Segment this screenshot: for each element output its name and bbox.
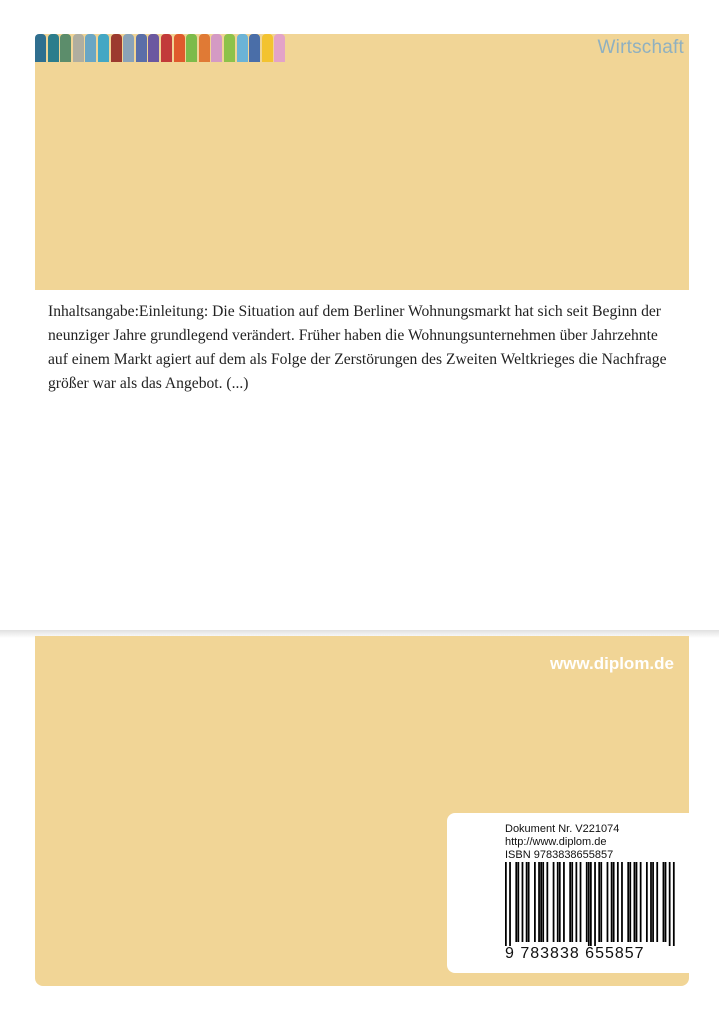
barcode-bar (571, 862, 573, 942)
top-color-panel (35, 34, 689, 290)
barcode-bar (611, 862, 613, 942)
barcode-bar (590, 862, 592, 946)
color-tab (224, 34, 235, 62)
barcode-bar (652, 862, 654, 942)
barcode-bar (600, 862, 602, 942)
color-tab (73, 34, 84, 62)
barcode-bar (580, 862, 582, 942)
barcode-bar (617, 862, 619, 942)
barcode-bar (594, 862, 596, 946)
barcode-bar (663, 862, 665, 942)
color-tab (111, 34, 122, 62)
barcode-image (505, 862, 675, 946)
barcode-bar (546, 862, 548, 942)
color-tab (136, 34, 147, 62)
barcode-bar (569, 862, 571, 942)
color-tab (48, 34, 59, 62)
barcode-bar (669, 862, 671, 946)
color-tab (237, 34, 248, 62)
color-tab (199, 34, 210, 62)
abstract-text: Inhaltsangabe:Einleitung: Die Situation auf dem Berliner Wohnungsmarkt hat sich seit Beginn der neunziger Jahre grundlegend verändert. Früher haben die Wohnungsunternehmen über Jahrzehnte auf einem Markt agiert auf dem als Folge der Zerstörungen des Zweiten Weltkrieges die Nachfrage größer war als das Angebot. (...) (48, 303, 667, 392)
barcode-bar (629, 862, 631, 942)
color-tab (211, 34, 222, 62)
color-tab (262, 34, 273, 62)
barcode-bar (509, 862, 511, 946)
barcode-bar (553, 862, 555, 942)
color-tab (35, 34, 46, 62)
color-tab (274, 34, 285, 62)
barcode-bar (538, 862, 540, 942)
color-tab (174, 34, 185, 62)
barcode-bar (517, 862, 519, 942)
barcode-bar (526, 862, 528, 942)
barcode-bar (540, 862, 542, 942)
color-tab (148, 34, 159, 62)
document-number: Dokument Nr. V221074 (505, 823, 620, 835)
color-tab (60, 34, 71, 62)
barcode-bar (656, 862, 658, 942)
color-tab (123, 34, 134, 62)
barcode-bar (673, 862, 675, 946)
barcode-bar (598, 862, 600, 942)
color-tab (186, 34, 197, 62)
category-label: Wirtschaft (597, 37, 684, 58)
barcode-bar (522, 862, 524, 942)
barcode-bar (636, 862, 638, 942)
color-tab-strip (35, 34, 287, 62)
barcode-bar (534, 862, 536, 942)
publisher-url: http://www.diplom.de (505, 836, 607, 848)
color-tab (161, 34, 172, 62)
color-tab (98, 34, 109, 62)
barcode-bar (575, 862, 577, 942)
barcode-bar (607, 862, 609, 942)
barcode-bar (542, 862, 544, 942)
barcode-bar (559, 862, 561, 942)
color-tab (249, 34, 260, 62)
barcode-bar (586, 862, 588, 942)
barcode-bar (634, 862, 636, 942)
barcode-bar (557, 862, 559, 942)
barcode-bar (621, 862, 623, 942)
barcode-bar (650, 862, 652, 942)
barcode-bar (588, 862, 590, 946)
barcode-bar (640, 862, 642, 942)
barcode-bar (665, 862, 667, 942)
barcode-bar (646, 862, 648, 942)
isbn-digits: 9 783838 655857 (505, 945, 645, 962)
barcode-bar (563, 862, 565, 942)
barcode-bar (515, 862, 517, 942)
barcode-bar (613, 862, 615, 942)
barcode-bar (505, 862, 507, 946)
isbn-label: ISBN 9783838655857 (505, 849, 614, 861)
barcode-bar (627, 862, 629, 942)
website-url: www.diplom.de (549, 654, 674, 673)
barcode-bar (528, 862, 530, 942)
color-tab (85, 34, 96, 62)
